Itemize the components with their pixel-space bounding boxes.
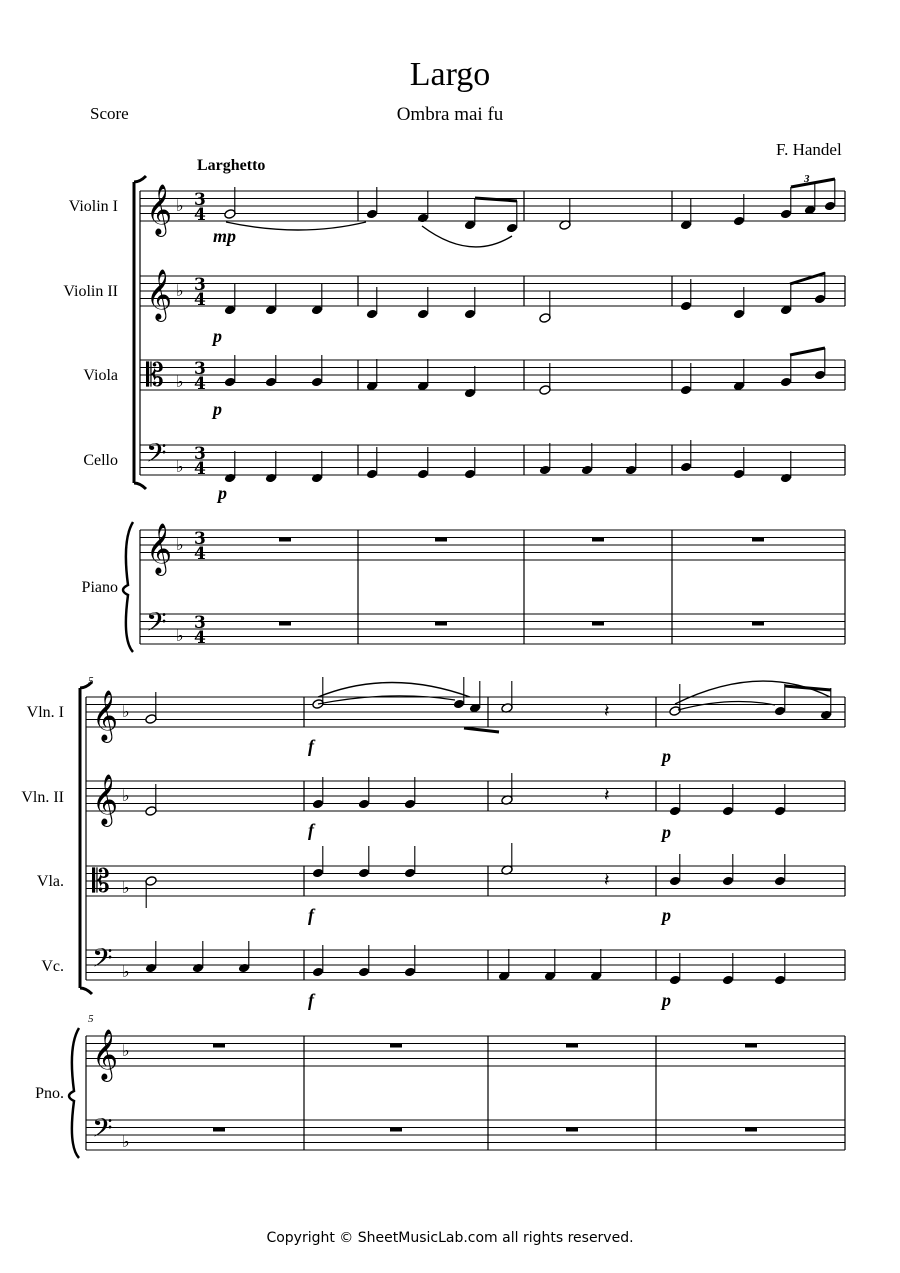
time-signature-numerator: 3 — [194, 613, 206, 633]
instrument-abbr-piano: Pno. — [35, 1085, 64, 1102]
dynamic-marking: p — [213, 399, 222, 419]
quarter-rest: 𝄽 — [604, 785, 610, 806]
whole-rest — [279, 538, 291, 542]
instrument-abbr-viola: Vla. — [36, 873, 64, 890]
whole-rest — [390, 1128, 402, 1132]
dynamic-marking: f — [308, 736, 314, 756]
key-signature-flat: ♭ — [176, 196, 184, 215]
time-signature-denominator: 4 — [194, 290, 206, 310]
whole-rest — [279, 622, 291, 626]
time-signature-numerator: 3 — [194, 529, 206, 549]
dynamic-marking: f — [308, 905, 314, 925]
dynamic-marking: mp — [213, 226, 237, 246]
bass-clef: 𝄢 — [146, 606, 167, 644]
quarter-rest: 𝄽 — [604, 701, 610, 722]
copyright-notice: Copyright © SheetMusicLab.com all rights reserved. — [266, 1230, 634, 1246]
whole-rest — [213, 1044, 225, 1048]
composer-name: F. Handel — [776, 140, 842, 159]
score-title: Largo — [409, 56, 491, 93]
whole-rest — [752, 538, 764, 542]
measure-number-piano: 5 — [88, 1013, 94, 1025]
dynamic-marking: p — [213, 326, 222, 346]
bass-clef: 𝄢 — [146, 437, 167, 475]
time-signature-numerator: 3 — [194, 275, 206, 295]
piano-brace — [69, 1028, 79, 1158]
key-signature-flat: ♭ — [122, 962, 130, 981]
treble-clef: 𝄞 — [146, 523, 173, 574]
time-signature-denominator: 4 — [194, 544, 206, 564]
bass-clef: 𝄢 — [92, 1112, 113, 1150]
instrument-name-piano: Piano — [81, 579, 118, 596]
treble-clef: 𝄞 — [92, 774, 119, 825]
treble-clef: 𝄞 — [146, 184, 173, 235]
time-signature-denominator: 4 — [194, 205, 206, 225]
dynamic-marking: p — [662, 990, 671, 1010]
whole-rest — [435, 622, 447, 626]
instrument-name-cello: Cello — [83, 452, 118, 469]
key-signature-flat: ♭ — [176, 535, 184, 554]
measure-number: 5 — [88, 675, 94, 687]
instrument-abbr-cello: Vc. — [41, 958, 64, 975]
whole-rest — [592, 538, 604, 542]
dynamic-marking: p — [662, 746, 671, 766]
time-signature-numerator: 3 — [194, 190, 206, 210]
instrument-abbr-violin-1: Vln. I — [26, 704, 64, 721]
beam — [790, 348, 825, 355]
dynamic-marking: p — [218, 483, 227, 503]
key-signature-flat: ♭ — [122, 702, 130, 721]
time-signature-denominator: 4 — [194, 459, 206, 479]
dynamic-marking: p — [662, 822, 671, 842]
bass-clef: 𝄢 — [92, 942, 113, 980]
whole-rest — [390, 1044, 402, 1048]
slur — [318, 683, 470, 698]
whole-rest — [566, 1044, 578, 1048]
piano-brace — [123, 522, 133, 652]
key-signature-flat: ♭ — [176, 626, 184, 645]
whole-rest — [592, 622, 604, 626]
beam — [785, 686, 831, 690]
dynamic-marking: f — [308, 990, 314, 1010]
alto-clef: 𝄡 — [146, 356, 164, 394]
beam — [790, 273, 825, 284]
time-signature-denominator: 4 — [194, 628, 206, 648]
beam — [791, 179, 835, 187]
key-signature-flat: ♭ — [176, 281, 184, 300]
score-subtitle: Ombra mai fu — [396, 104, 504, 125]
whole-rest — [745, 1044, 757, 1048]
key-signature-flat: ♭ — [176, 372, 184, 391]
whole-rest — [213, 1128, 225, 1132]
treble-clef: 𝄞 — [92, 690, 119, 741]
beam — [464, 728, 499, 732]
time-signature-numerator: 3 — [194, 359, 206, 379]
time-signature-numerator: 3 — [194, 444, 206, 464]
slur — [422, 226, 512, 247]
key-signature-flat: ♭ — [122, 1041, 130, 1060]
instrument-name-violin-1: Violin I — [68, 198, 118, 215]
treble-clef: 𝄞 — [92, 1029, 119, 1080]
tuplet-number: 3 — [804, 173, 810, 185]
key-signature-flat: ♭ — [122, 786, 130, 805]
slur — [678, 701, 775, 710]
key-signature-flat: ♭ — [122, 1132, 130, 1151]
whole-rest — [435, 538, 447, 542]
alto-clef: 𝄡 — [92, 862, 110, 900]
score-label: Score — [90, 104, 129, 123]
tempo-marking: Larghetto — [197, 157, 266, 174]
dynamic-marking: p — [662, 905, 671, 925]
dynamic-marking: f — [308, 820, 314, 840]
key-signature-flat: ♭ — [176, 457, 184, 476]
instrument-name-viola: Viola — [83, 367, 118, 384]
slur — [226, 222, 366, 230]
quarter-rest: 𝄽 — [604, 870, 610, 891]
key-signature-flat: ♭ — [122, 878, 130, 897]
whole-rest — [745, 1128, 757, 1132]
time-signature-denominator: 4 — [194, 374, 206, 394]
treble-clef: 𝄞 — [146, 269, 173, 320]
slur — [675, 681, 830, 704]
whole-rest — [566, 1128, 578, 1132]
whole-rest — [752, 622, 764, 626]
instrument-abbr-violin-2: Vln. II — [21, 789, 64, 806]
instrument-name-violin-2: Violin II — [63, 283, 118, 300]
